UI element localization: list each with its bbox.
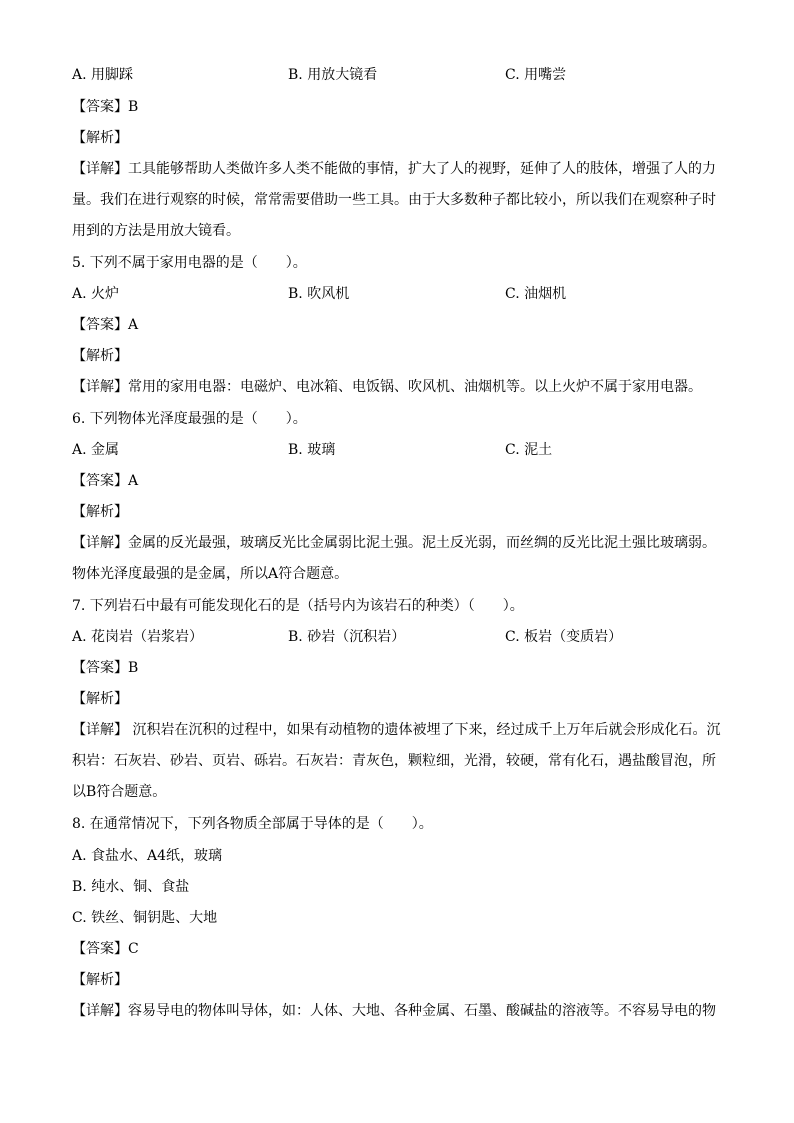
q8-option-a: A. 食盐水、A4纸，玻璃: [72, 848, 223, 864]
q7-analysis-label: 【解析】: [72, 691, 128, 707]
q8-detail-line: 【详解】容易导电的物体叫导体，如：人体、大地、各种金属、石墨、酸碱盐的溶液等。不容易导电的物: [72, 1003, 716, 1019]
q6-option-b: B. 玻璃: [288, 442, 336, 458]
q8-answer: 【答案】C: [72, 941, 139, 957]
q5-option-b: B. 吹风机: [288, 286, 350, 302]
q7-option-b: B. 砂岩（沉积岩）: [288, 629, 406, 645]
q7-detail-line: 【详解】 沉积岩在沉积的过程中，如果有动植物的遗体被埋了下来，经过成千上万年后就会形成化石。沉: [72, 722, 721, 738]
q4-option-c: C. 用嘴尝: [505, 67, 567, 83]
q6-option-c: C. 泥土: [505, 442, 553, 458]
q5-detail-line: 【详解】常用的家用电器：电磁炉、电冰箱、电饭锅、吹风机、油烟机等。以上火炉不属于家用电器。: [72, 379, 702, 395]
q7-option-a: A. 花岗岩（岩浆岩）: [72, 629, 204, 645]
q6-analysis-label: 【解析】: [72, 504, 128, 520]
q8-analysis-label: 【解析】: [72, 972, 128, 988]
q4-options: [72, 66, 722, 84]
q7-detail: [72, 715, 722, 808]
q5-options: [72, 285, 722, 303]
q6-question: 6. 下列物体光泽度最强的是（ ）。: [72, 411, 307, 427]
q4-detail-line: 【详解】工具能够帮助人类做许多人类不能做的事情，扩大了人的视野，延伸了人的肢体，增强了人的力: [72, 161, 716, 177]
q4-answer: 【答案】B: [72, 99, 139, 115]
q8-question: 8. 在通常情况下，下列各物质全部属于导体的是（ ）。: [72, 816, 433, 832]
q5-option-a: A. 火炉: [72, 286, 120, 302]
q8-option-b: B. 纯水、铜、食盐: [72, 879, 190, 895]
q6-detail: [72, 528, 722, 590]
q7-detail-line: 以B符合题意。: [72, 784, 167, 800]
q4-analysis-label: 【解析】: [72, 130, 128, 146]
q4-option-b: B. 用放大镜看: [288, 67, 378, 83]
q4-detail-line: 用到的方法是用放大镜看。: [72, 223, 240, 239]
q7-option-c: C. 板岩（变质岩）: [505, 629, 623, 645]
q4-detail-line: 量。我们在进行观察的时候，常常需要借助一些工具。由于大多数种子都比较小，所以我们在观察种子时: [72, 192, 716, 208]
q5-question: 5. 下列不属于家用电器的是（ ）。: [72, 255, 307, 271]
q8-detail: [72, 996, 722, 1027]
q7-detail-line: 积岩：石灰岩、砂岩、页岩、砾岩。石灰岩：青灰色，颗粒细，光滑，较硬，常有化石，遇盐酸冒泡，所: [72, 753, 716, 769]
q7-question: 7. 下列岩石中最有可能发现化石的是（括号内为该岩石的种类）（ ）。: [72, 598, 524, 614]
q6-detail-line: 【详解】金属的反光最强，玻璃反光比金属弱比泥土强。泥土反光弱，而丝绸的反光比泥土强比玻璃弱。: [72, 535, 716, 551]
q6-option-a: A. 金属: [72, 442, 120, 458]
q5-answer: 【答案】A: [72, 317, 139, 333]
q5-option-c: C. 油烟机: [505, 286, 567, 302]
q5-analysis-label: 【解析】: [72, 348, 128, 364]
q7-answer: 【答案】B: [72, 660, 139, 676]
q6-detail-line: 物体光泽度最强的是金属，所以A符合题意。: [72, 566, 349, 582]
q7-options: [72, 628, 722, 646]
q8-option-c: C. 铁丝、铜钥匙、大地: [72, 910, 218, 926]
q6-answer: 【答案】A: [72, 473, 139, 489]
q4-detail: [72, 154, 722, 247]
q4-option-a: A. 用脚踩: [72, 67, 134, 83]
q5-detail: [72, 372, 722, 403]
q6-options: [72, 441, 722, 459]
